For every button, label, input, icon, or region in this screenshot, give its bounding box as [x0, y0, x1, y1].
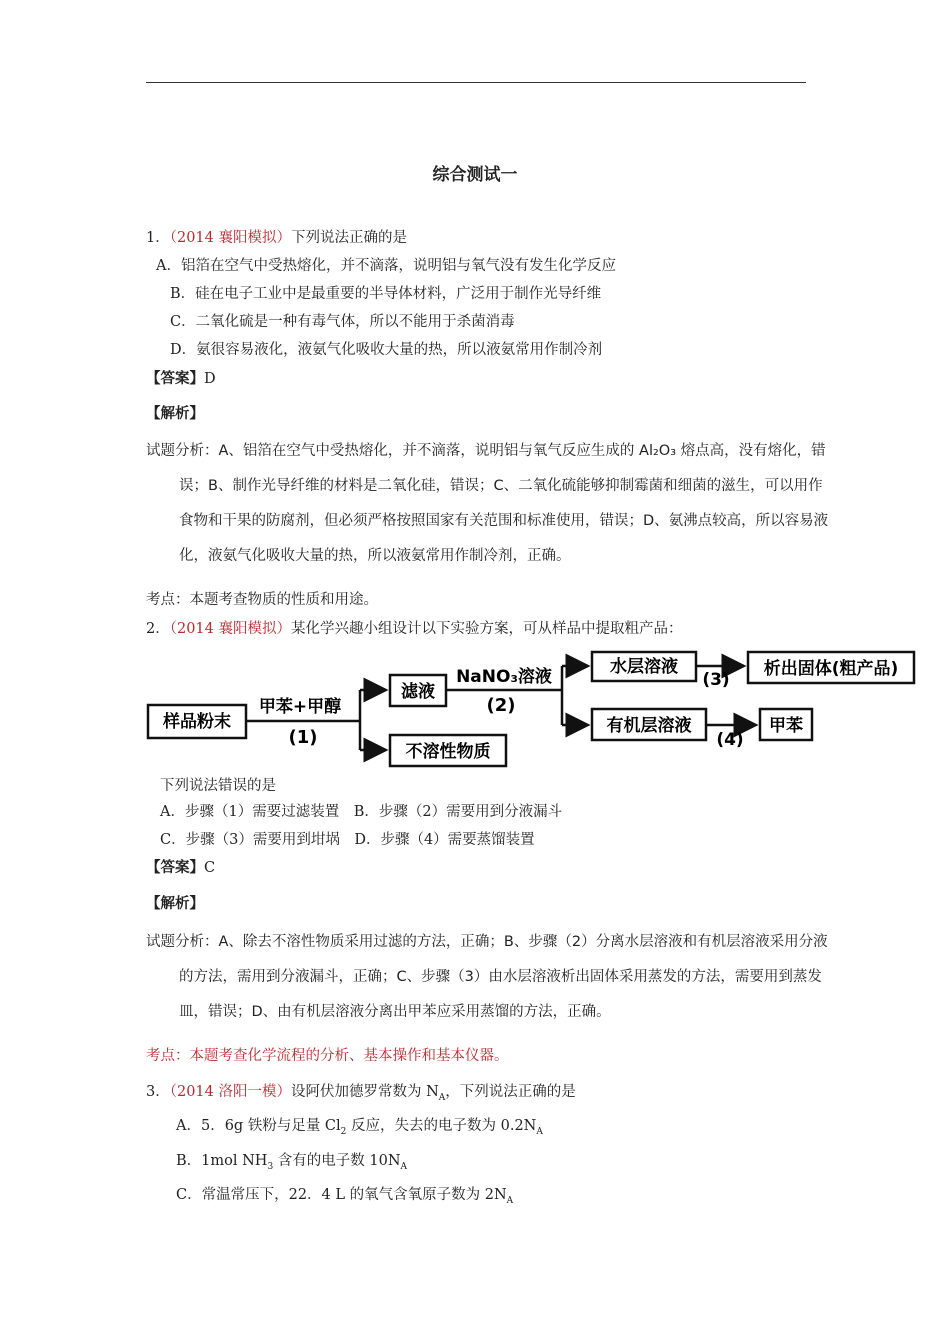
q2-options-cd: C．步骤（3）需要用到坩埚 D．步骤（4）需要蒸馏装置 — [160, 832, 535, 848]
question-3 — [146, 1082, 576, 1108]
q1-analysis-line-2: 误；B、制作光导纤维的材料是二氧化硅，错误；C、二氧化硫能够抑制霉菌和细菌的滋生，可以用作 — [179, 478, 823, 494]
flow-step-3: (3) — [702, 670, 730, 690]
q3-option-c: C．常温常压下，22．4 L 的氧气含氧原子数为 $2N_A$ — [176, 1187, 514, 1206]
al2o3-formula: Al₂O₃ — [639, 443, 677, 459]
q1-analysis-line-4: 化，液氨气化吸收大量的热，所以液氨常用作制冷剂，正确。 — [179, 548, 571, 564]
flow-sample: 样品粉末 — [163, 712, 231, 732]
q2-analysis — [146, 925, 916, 1030]
q3-stem: 设阿伏加德罗常数为 $N_A$，下列说法正确的是 — [291, 1084, 576, 1103]
q2-answer-value: C — [204, 860, 216, 876]
flow-reagent-2: NaNO₃溶液 — [456, 667, 552, 687]
flow-organic: 有机层溶液 — [606, 716, 692, 736]
q1-answer-value: D — [204, 371, 216, 387]
q3-option-b: B．1mol $NH_3$ 含有的电子数 $10N_A$ — [176, 1153, 408, 1172]
q1-stem: 下列说法正确的是 — [291, 230, 407, 246]
q1-option-a: A．铝箔在空气中受热熔化，并不滴落，说明铝与氧气没有发生化学反应 — [156, 258, 616, 274]
flow-insoluble: 不溶性物质 — [405, 742, 491, 762]
q2-number: 2． — [146, 621, 170, 637]
q2-stem-2: 下列说法错误的是 — [160, 778, 276, 794]
q2-answer — [146, 858, 215, 878]
flow-step-1: (1) — [288, 727, 318, 748]
q2-answer-label: 【答案】 — [146, 859, 204, 876]
flow-aqueous: 水层溶液 — [610, 657, 678, 677]
q2-analysis-label: 【解析】 — [146, 895, 204, 912]
page-title: 综合测试一 — [432, 165, 518, 185]
q2-analysis-line-3: 皿，错误；D、由有机层溶液分离出甲苯应采用蒸馏的方法，正确。 — [179, 1004, 611, 1020]
q1-option-c: C．二氧化硫是一种有毒气体，所以不能用于杀菌消毒 — [170, 314, 515, 330]
q3-number: 3． — [146, 1084, 170, 1100]
q1-kaodian: 考点：本题考查物质的性质和用途。 — [146, 592, 378, 608]
flow-reagent-1: 甲苯+甲醇 — [258, 697, 342, 717]
flow-step-4: (4) — [716, 730, 744, 750]
q1-number: 1． — [146, 230, 170, 246]
flow-toluene: 甲苯 — [769, 716, 803, 736]
header-rule — [146, 82, 806, 83]
q2-source: （2014 襄阳模拟） — [169, 621, 291, 637]
q1-analysis-line-1: 试题分析：A、铝箔在空气中受热熔化，并不滴落，说明铝与氧气反应生成的 Al₂O₃ 熔点高，没有熔化，错 — [146, 443, 826, 459]
q2-analysis-line-2: 的方法，需用到分液漏斗，正确；C、步骤（3）由水层溶液析出固体采用蒸发的方法，需要用到蒸发 — [179, 969, 822, 985]
q1-answer — [146, 369, 216, 389]
q1-option-b: B．硅在电子工业中是最重要的半导体材料，广泛用于制作光导纤维 — [170, 286, 602, 302]
q1-analysis — [146, 434, 916, 574]
q1-analysis-label: 【解析】 — [146, 405, 204, 422]
q2-analysis-line-1: 试题分析：A、除去不溶性物质采用过滤的方法，正确；B、步骤（2）分离水层溶液和有机层溶液采用分液 — [146, 934, 828, 950]
q2-kaodian: 考点：本题考查化学流程的分析、基本操作和基本仪器。 — [146, 1048, 509, 1064]
question-1 — [146, 228, 407, 248]
extraction-flowchart — [140, 645, 930, 775]
q1-analysis-line-3: 食物和干果的防腐剂，但必须严格按照国家有关范围和标准使用，错误；D、氨沸点较高，所以容易液 — [179, 513, 829, 529]
q1-answer-label: 【答案】 — [146, 370, 204, 387]
flow-filtrate: 滤液 — [401, 682, 435, 702]
q3-option-a: A．5．6g 铁粉与足量 $Cl_2$ 反应，失去的电子数为 $0.2N_A$ — [176, 1118, 543, 1137]
q2-stem: 某化学兴趣小组设计以下实验方案，可从样品中提取粗产品： — [291, 621, 683, 637]
flow-solid: 析出固体(粗产品) — [763, 659, 899, 679]
q3-source: （2014 洛阳一模） — [169, 1084, 291, 1100]
q2-options-ab: A．步骤（1）需要过滤装置 B．步骤（2）需要用到分液漏斗 — [160, 804, 563, 820]
flow-step-2: (2) — [486, 695, 516, 716]
question-2 — [146, 619, 683, 639]
q1-source: （2014 襄阳模拟） — [169, 230, 291, 246]
q1-option-d: D．氨很容易液化，液氨气化吸收大量的热，所以液氨常用作制冷剂 — [170, 342, 603, 358]
